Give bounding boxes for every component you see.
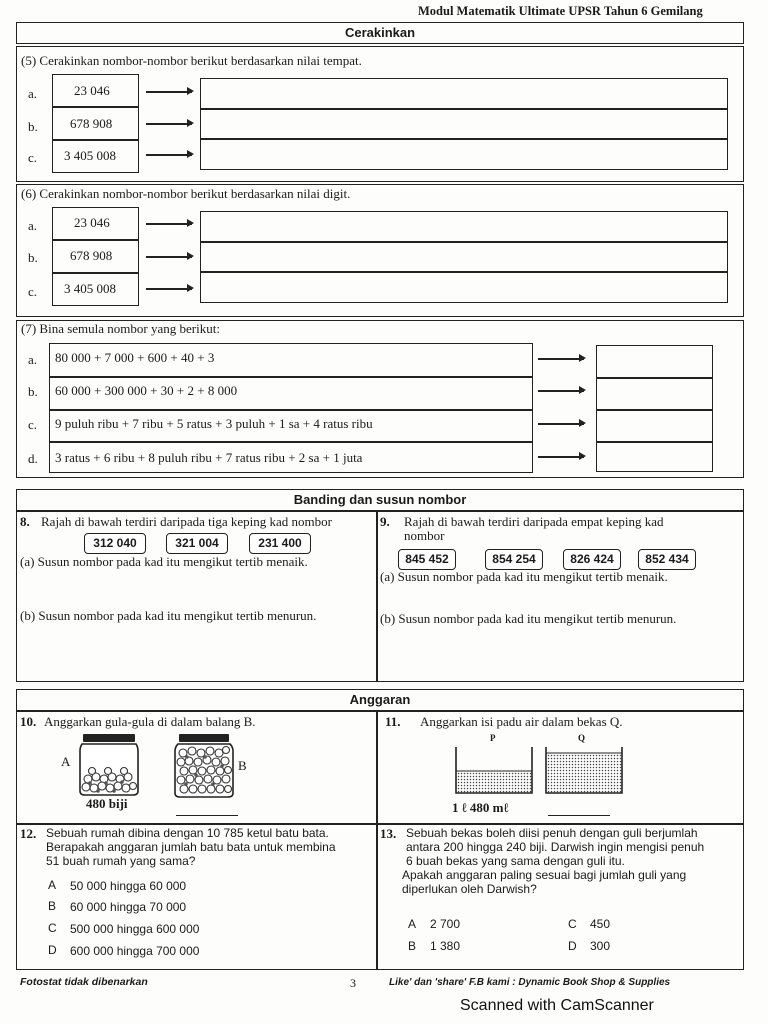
number-card: 845 452 <box>398 549 456 570</box>
q7-expression: 60 000 + 300 000 + 30 + 2 + 8 000 <box>55 383 238 398</box>
q9-part-a: (a) Susun nombor pada kad itu mengikut tertib menaik. <box>380 569 668 584</box>
q13-option-key: A <box>408 917 417 931</box>
q5-answer-box[interactable] <box>200 78 728 170</box>
q9-prompt-line2: nombor <box>404 528 445 543</box>
q12-option-key: A <box>48 878 57 892</box>
q8-prompt: Rajah di bawah terdiri daripada tiga keping kad nombor <box>41 514 332 529</box>
container-p-label: P <box>490 733 496 743</box>
q10-number: 10. <box>20 714 37 729</box>
q12-option-key: C <box>48 921 57 935</box>
q13-line: Sebuah bekas boleh diisi penuh dengan guli berjumlah <box>406 826 698 840</box>
q12-line: Berapakah anggaran jumlah batu bata untuk membina <box>46 840 336 854</box>
q5-row-label: b. <box>28 119 38 134</box>
q12-option-key: B <box>48 899 57 913</box>
q6-row-label: b. <box>28 250 38 265</box>
q7-row-label: c. <box>28 417 38 432</box>
q12-option-key: D <box>48 943 57 957</box>
q6-row-label: a. <box>28 218 38 233</box>
q7-expression: 80 000 + 7 000 + 600 + 40 + 3 <box>55 350 215 365</box>
q7-row-label: a. <box>28 352 38 367</box>
q5-number: 3 405 008 <box>64 148 116 163</box>
number-card: 854 254 <box>485 549 543 570</box>
q6-answer-box[interactable] <box>200 211 728 303</box>
q5-row-label: c. <box>28 150 38 165</box>
q5-prompt: (5) Cerakinkan nombor-nombor berikut berdasarkan nilai tempat. <box>21 53 362 68</box>
q11-answer-line[interactable] <box>548 815 610 816</box>
q12-option-text[interactable]: 50 000 hingga 60 000 <box>70 879 187 893</box>
container-p-volume: 1 ℓ 480 mℓ <box>452 800 509 815</box>
q13-option-key: B <box>408 939 417 953</box>
arrow-icon <box>146 91 192 93</box>
arrow-icon <box>538 358 584 360</box>
banding-title: Banding dan susun nombor <box>293 492 467 507</box>
q9-prompt-line1: Rajah di bawah terdiri daripada empat keping kad <box>404 514 664 529</box>
footer-notice: Fotostat tidak dibenarkan <box>20 976 148 988</box>
q13-line: 6 buah bekas yang sama dengan guli itu. <box>406 854 625 868</box>
q8-number: 8. <box>20 514 30 529</box>
jar-b-label: B <box>238 758 247 773</box>
jar-b-icon <box>172 733 236 799</box>
q7-prompt: (7) Bina semula nombor yang berikut: <box>21 321 220 336</box>
arrow-icon <box>146 288 192 290</box>
footer-promo: Like' dan 'share' F.B kami : Dynamic Book Shop & Supplies <box>389 977 671 988</box>
q8-part-a: (a) Susun nombor pada kad itu mengikut tertib menaik. <box>20 554 308 569</box>
q13-option-text[interactable]: 450 <box>590 917 611 931</box>
q6-number: 678 908 <box>70 248 113 263</box>
q5-number: 23 046 <box>74 83 110 98</box>
cerakinkan-header-box <box>16 22 744 44</box>
q6-number: 3 405 008 <box>64 281 116 296</box>
q12-line: 51 buah rumah yang sama? <box>46 854 196 868</box>
q11-number: 11. <box>385 714 401 729</box>
q5-number: 678 908 <box>70 116 113 131</box>
jar-a-label: A <box>61 754 71 769</box>
q13-option-text[interactable]: 1 380 <box>430 939 461 953</box>
container-p-icon <box>454 745 534 795</box>
container-q-label: Q <box>578 733 586 743</box>
jar-a-count: 480 biji <box>86 796 128 811</box>
q13-line: Apakah anggaran paling sesuai bagi jumlah guli yang <box>402 868 687 882</box>
arrow-icon <box>146 223 192 225</box>
jar-a-icon <box>76 733 142 797</box>
q13-number: 13. <box>380 826 397 841</box>
arrow-icon <box>538 423 584 425</box>
number-card: 852 434 <box>638 549 696 570</box>
q6-number: 23 046 <box>74 215 110 230</box>
arrow-icon <box>146 256 192 258</box>
arrow-icon <box>146 154 192 156</box>
q6-row-label: c. <box>28 284 38 299</box>
number-card: 231 400 <box>249 533 311 554</box>
arrow-icon <box>538 390 584 392</box>
number-card: 321 004 <box>166 533 228 554</box>
q7-row-label: b. <box>28 384 38 399</box>
q13-option-key: C <box>568 917 577 931</box>
q12-option-text[interactable]: 500 000 hingga 600 000 <box>70 922 200 936</box>
scanner-watermark: Scanned with CamScanner <box>460 997 654 1014</box>
q5-row-label: a. <box>28 86 38 101</box>
module-title: Modul Matematik Ultimate UPSR Tahun 6 Gemilang <box>418 4 703 18</box>
anggaran-title: Anggaran <box>349 692 411 707</box>
q12-option-text[interactable]: 600 000 hingga 700 000 <box>70 944 200 958</box>
q13-option-key: D <box>568 939 577 953</box>
q10-answer-line[interactable] <box>176 815 238 816</box>
number-card: 826 424 <box>563 549 621 570</box>
arrow-icon <box>146 123 192 125</box>
q12-number: 12. <box>20 826 37 841</box>
q11-prompt: Anggarkan isi padu air dalam bekas Q. <box>420 714 623 729</box>
page-number: 3 <box>350 976 356 990</box>
q7-row-label: d. <box>28 451 38 466</box>
q13-line: diperlukan oleh Darwish? <box>402 882 537 896</box>
q13-option-text[interactable]: 300 <box>590 939 611 953</box>
q9-number: 9. <box>380 514 390 529</box>
container-q-icon <box>544 745 624 795</box>
arrow-icon <box>538 456 584 458</box>
q7-expression: 3 ratus + 6 ribu + 8 puluh ribu + 7 ratus ribu + 2 sa + 1 juta <box>55 450 363 465</box>
q13-line: antara 200 hingga 240 biji. Darwish ingin mengisi penuh <box>406 840 705 854</box>
q6-prompt: (6) Cerakinkan nombor-nombor berikut berdasarkan nilai digit. <box>21 186 351 201</box>
q9-part-b: (b) Susun nombor pada kad itu mengikut tertib menurun. <box>380 611 677 626</box>
q13-option-text[interactable]: 2 700 <box>430 917 461 931</box>
q10-prompt: Anggarkan gula-gula di dalam balang B. <box>44 714 256 729</box>
q7-expression: 9 puluh ribu + 7 ribu + 5 ratus + 3 puluh + 1 sa + 4 ratus ribu <box>55 416 373 431</box>
number-card: 312 040 <box>84 533 146 554</box>
q12-line: Sebuah rumah dibina dengan 10 785 ketul batu bata. <box>46 826 329 840</box>
q12-option-text[interactable]: 60 000 hingga 70 000 <box>70 900 187 914</box>
cerakinkan-title: Cerakinkan <box>344 25 416 40</box>
q8-part-b: (b) Susun nombor pada kad itu mengikut tertib menurun. <box>20 608 317 623</box>
